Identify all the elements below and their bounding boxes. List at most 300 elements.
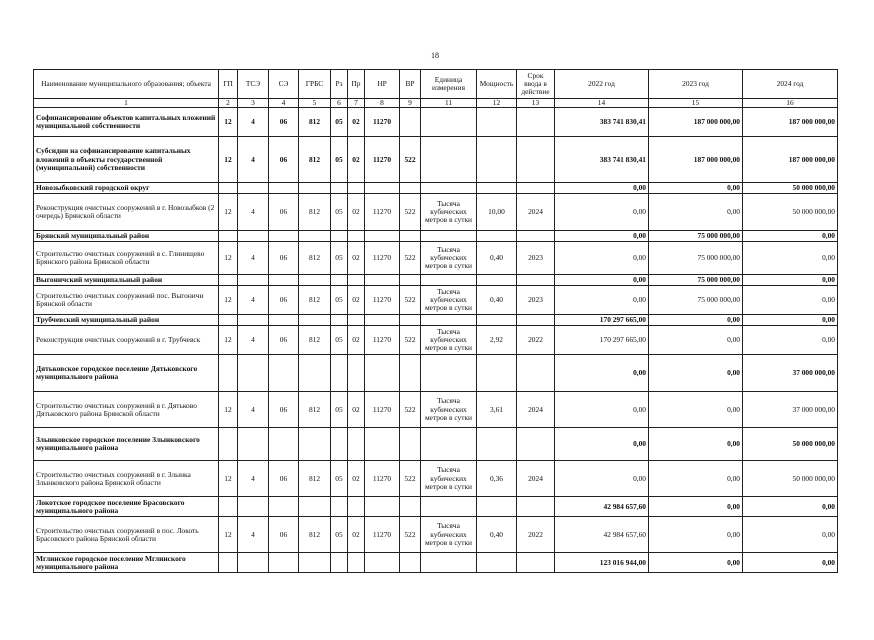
cell-grbs [299, 183, 331, 194]
cell-unit [421, 315, 477, 326]
cell-vr: 522 [400, 194, 421, 231]
cell-2022: 0,00 [555, 231, 649, 242]
cell-pr: 02 [348, 517, 365, 553]
cell-nr [365, 183, 400, 194]
cell-vr [400, 315, 421, 326]
cell-name: Дятьковское городское поселение Дятьковского муниципального района [34, 355, 219, 392]
cell-unit [421, 108, 477, 137]
cell-nr: 11270 [365, 392, 400, 428]
object-row [34, 194, 838, 231]
cell-2024: 50 000 000,00 [743, 183, 838, 194]
cell-pr: 02 [348, 242, 365, 275]
column-number-row [34, 99, 838, 108]
cell-2022: 0,00 [555, 428, 649, 461]
column-number: 16 [743, 99, 838, 108]
cell-rz: 05 [331, 108, 348, 137]
cell-se [269, 553, 299, 573]
cell-unit [421, 275, 477, 286]
cell-2024: 187 000 000,00 [743, 108, 838, 137]
cell-grbs: 812 [299, 194, 331, 231]
cell-tse: 4 [238, 517, 269, 553]
cell-2022: 0,00 [555, 242, 649, 275]
cell-name: Субсидии на софинансирование капитальных вложений в объекты государственной (муниципальной) собственности [34, 137, 219, 183]
cell-power [477, 553, 517, 573]
cell-grbs [299, 497, 331, 517]
cell-2024: 0,00 [743, 275, 838, 286]
cell-gp [219, 183, 238, 194]
municipality-row [34, 355, 838, 392]
cell-deadline [517, 428, 555, 461]
cell-rz: 05 [331, 137, 348, 183]
cell-name: Трубчевский муниципальный район [34, 315, 219, 326]
column-number: 3 [238, 99, 269, 108]
cell-2023: 75 000 000,00 [649, 242, 743, 275]
cell-rz: 05 [331, 242, 348, 275]
cell-2022: 123 016 944,00 [555, 553, 649, 573]
cell-gp [219, 497, 238, 517]
cell-nr: 11270 [365, 461, 400, 497]
cell-2023: 0,00 [649, 392, 743, 428]
cell-nr: 11270 [365, 108, 400, 137]
cell-unit [421, 497, 477, 517]
column-number: 12 [477, 99, 517, 108]
cell-vr: 522 [400, 286, 421, 315]
cell-se [269, 497, 299, 517]
cell-grbs: 812 [299, 137, 331, 183]
cell-deadline: 2023 [517, 242, 555, 275]
cell-vr [400, 497, 421, 517]
cell-2023: 187 000 000,00 [649, 137, 743, 183]
cell-rz [331, 231, 348, 242]
cell-pr [348, 315, 365, 326]
cell-2023: 0,00 [649, 461, 743, 497]
cell-name: Реконструкция очистных сооружений в г. Трубчевск [34, 326, 219, 355]
header-row [34, 70, 838, 99]
cell-vr: 522 [400, 392, 421, 428]
cell-2024: 0,00 [743, 517, 838, 553]
cell-gp: 12 [219, 194, 238, 231]
cell-grbs: 812 [299, 242, 331, 275]
cell-2024: 0,00 [743, 286, 838, 315]
column-number: 8 [365, 99, 400, 108]
cell-grbs: 812 [299, 286, 331, 315]
cell-unit [421, 183, 477, 194]
cell-se [269, 275, 299, 286]
header-gp: ГП [219, 70, 238, 99]
cell-se: 06 [269, 137, 299, 183]
cell-tse: 4 [238, 108, 269, 137]
header-2024: 2024 год [743, 70, 838, 99]
cell-rz: 05 [331, 461, 348, 497]
total-row [34, 108, 838, 137]
cell-grbs: 812 [299, 392, 331, 428]
cell-2022: 42 984 657,60 [555, 517, 649, 553]
cell-power [477, 275, 517, 286]
object-row [34, 517, 838, 553]
cell-deadline [517, 183, 555, 194]
cell-name: Выгоничский муниципальный район [34, 275, 219, 286]
cell-deadline [517, 497, 555, 517]
header-vr: ВР [400, 70, 421, 99]
cell-tse: 4 [238, 461, 269, 497]
cell-tse [238, 231, 269, 242]
column-number: 9 [400, 99, 421, 108]
cell-unit [421, 553, 477, 573]
cell-tse: 4 [238, 242, 269, 275]
cell-2024: 0,00 [743, 497, 838, 517]
cell-se [269, 315, 299, 326]
cell-nr: 11270 [365, 137, 400, 183]
cell-2024: 0,00 [743, 231, 838, 242]
cell-grbs [299, 231, 331, 242]
cell-2024: 50 000 000,00 [743, 428, 838, 461]
cell-tse [238, 315, 269, 326]
cell-rz [331, 553, 348, 573]
cell-se [269, 183, 299, 194]
cell-2022: 0,00 [555, 392, 649, 428]
cell-vr [400, 553, 421, 573]
cell-vr: 522 [400, 137, 421, 183]
cell-grbs [299, 553, 331, 573]
cell-power [477, 315, 517, 326]
cell-se: 06 [269, 392, 299, 428]
cell-rz [331, 315, 348, 326]
cell-name: Реконструкция очистных сооружений в г. Новозыбков (2 очередь) Брянской области [34, 194, 219, 231]
cell-pr [348, 183, 365, 194]
cell-unit: Тысяча кубических метров в сутки [421, 326, 477, 355]
header-grbs: ГРБС [299, 70, 331, 99]
column-number: 14 [555, 99, 649, 108]
cell-pr [348, 428, 365, 461]
cell-power [477, 428, 517, 461]
cell-nr [365, 428, 400, 461]
cell-grbs [299, 428, 331, 461]
cell-pr: 02 [348, 461, 365, 497]
cell-nr: 11270 [365, 194, 400, 231]
cell-unit [421, 355, 477, 392]
cell-name: Строительство очистных сооружений в с. Глинищево Брянского района Брянской области [34, 242, 219, 275]
cell-unit: Тысяча кубических метров в сутки [421, 242, 477, 275]
cell-deadline: 2023 [517, 286, 555, 315]
cell-2022: 0,00 [555, 275, 649, 286]
cell-gp [219, 315, 238, 326]
cell-power [477, 183, 517, 194]
cell-tse: 4 [238, 286, 269, 315]
cell-2024: 0,00 [743, 315, 838, 326]
cell-vr [400, 355, 421, 392]
cell-grbs: 812 [299, 461, 331, 497]
cell-2022: 170 297 665,00 [555, 326, 649, 355]
cell-gp: 12 [219, 137, 238, 183]
cell-2022: 0,00 [555, 355, 649, 392]
cell-2023: 187 000 000,00 [649, 108, 743, 137]
cell-rz [331, 183, 348, 194]
cell-deadline [517, 275, 555, 286]
cell-rz [331, 497, 348, 517]
cell-2024: 37 000 000,00 [743, 355, 838, 392]
cell-pr [348, 275, 365, 286]
cell-2022: 170 297 665,00 [555, 315, 649, 326]
cell-2024: 0,00 [743, 326, 838, 355]
cell-tse: 4 [238, 392, 269, 428]
cell-pr [348, 231, 365, 242]
cell-power: 0,40 [477, 242, 517, 275]
column-number: 5 [299, 99, 331, 108]
municipality-row [34, 231, 838, 242]
cell-rz: 05 [331, 286, 348, 315]
cell-tse [238, 497, 269, 517]
cell-2023: 75 000 000,00 [649, 231, 743, 242]
cell-nr: 11270 [365, 517, 400, 553]
cell-deadline: 2024 [517, 194, 555, 231]
cell-grbs: 812 [299, 326, 331, 355]
cell-name: Софинансирование объектов капитальных вложений муниципальной собственности [34, 108, 219, 137]
cell-tse [238, 553, 269, 573]
object-row [34, 242, 838, 275]
cell-tse: 4 [238, 194, 269, 231]
cell-rz [331, 275, 348, 286]
header-pr: Пр [348, 70, 365, 99]
cell-se: 06 [269, 286, 299, 315]
cell-se: 06 [269, 108, 299, 137]
cell-power [477, 497, 517, 517]
cell-grbs: 812 [299, 517, 331, 553]
cell-nr: 11270 [365, 242, 400, 275]
column-number: 7 [348, 99, 365, 108]
table-body [34, 108, 838, 573]
cell-2022: 383 741 830,41 [555, 108, 649, 137]
cell-name: Строительство очистных сооружений пос. Выгоничи Брянской области [34, 286, 219, 315]
budget-table [33, 69, 838, 573]
cell-2023: 75 000 000,00 [649, 275, 743, 286]
cell-rz: 05 [331, 194, 348, 231]
cell-deadline [517, 315, 555, 326]
cell-unit: Тысяча кубических метров в сутки [421, 461, 477, 497]
cell-name: Строительство очистных сооружений в г. Злынка Злынковского района Брянской области [34, 461, 219, 497]
cell-deadline [517, 553, 555, 573]
cell-unit [421, 137, 477, 183]
cell-gp: 12 [219, 108, 238, 137]
cell-nr: 11270 [365, 286, 400, 315]
total-row [34, 137, 838, 183]
cell-2023: 0,00 [649, 315, 743, 326]
cell-se: 06 [269, 326, 299, 355]
cell-unit: Тысяча кубических метров в сутки [421, 517, 477, 553]
cell-power [477, 108, 517, 137]
column-number: 11 [421, 99, 477, 108]
object-row [34, 392, 838, 428]
cell-name: Строительство очистных сооружений в пос. Локоть Брасовского района Брянской области [34, 517, 219, 553]
cell-power: 0,40 [477, 286, 517, 315]
column-number: 6 [331, 99, 348, 108]
cell-se [269, 355, 299, 392]
cell-pr: 02 [348, 326, 365, 355]
column-number: 13 [517, 99, 555, 108]
cell-2022: 0,00 [555, 286, 649, 315]
cell-2023: 0,00 [649, 517, 743, 553]
header-power: Мощность [477, 70, 517, 99]
municipality-row [34, 553, 838, 573]
cell-pr: 02 [348, 108, 365, 137]
municipality-row [34, 497, 838, 517]
cell-pr [348, 497, 365, 517]
cell-name: Мглинское городское поселение Мглинского муниципального района [34, 553, 219, 573]
cell-se: 06 [269, 194, 299, 231]
municipality-row [34, 315, 838, 326]
object-row [34, 326, 838, 355]
header-2022: 2022 год [555, 70, 649, 99]
cell-2024: 0,00 [743, 553, 838, 573]
cell-tse: 4 [238, 326, 269, 355]
cell-vr [400, 183, 421, 194]
cell-name: Брянский муниципальный район [34, 231, 219, 242]
cell-power [477, 355, 517, 392]
cell-2023: 75 000 000,00 [649, 286, 743, 315]
cell-2023: 0,00 [649, 183, 743, 194]
header-unit: Единица измерения [421, 70, 477, 99]
cell-tse [238, 183, 269, 194]
cell-deadline: 2022 [517, 517, 555, 553]
cell-rz: 05 [331, 326, 348, 355]
cell-gp [219, 428, 238, 461]
cell-2023: 0,00 [649, 497, 743, 517]
cell-deadline: 2024 [517, 392, 555, 428]
cell-grbs [299, 355, 331, 392]
cell-nr: 11270 [365, 326, 400, 355]
cell-vr [400, 231, 421, 242]
cell-power: 2,92 [477, 326, 517, 355]
cell-se: 06 [269, 242, 299, 275]
cell-power [477, 231, 517, 242]
cell-name: Локотское городское поселение Брасовского муниципального района [34, 497, 219, 517]
cell-2022: 0,00 [555, 461, 649, 497]
cell-power: 10,00 [477, 194, 517, 231]
cell-power [477, 137, 517, 183]
cell-deadline [517, 108, 555, 137]
cell-2024: 50 000 000,00 [743, 194, 838, 231]
cell-pr [348, 355, 365, 392]
cell-pr: 02 [348, 286, 365, 315]
cell-se [269, 428, 299, 461]
cell-power: 3,61 [477, 392, 517, 428]
cell-pr [348, 553, 365, 573]
cell-power: 0,36 [477, 461, 517, 497]
column-number: 15 [649, 99, 743, 108]
cell-tse [238, 428, 269, 461]
cell-se: 06 [269, 461, 299, 497]
column-number: 1 [34, 99, 219, 108]
cell-pr: 02 [348, 137, 365, 183]
cell-deadline: 2024 [517, 461, 555, 497]
municipality-row [34, 428, 838, 461]
cell-2023: 0,00 [649, 194, 743, 231]
cell-se [269, 231, 299, 242]
cell-nr [365, 275, 400, 286]
cell-2024: 50 000 000,00 [743, 461, 838, 497]
header-tse: ТСЭ [238, 70, 269, 99]
cell-unit: Тысяча кубических метров в сутки [421, 392, 477, 428]
cell-gp: 12 [219, 286, 238, 315]
cell-2022: 42 984 657,60 [555, 497, 649, 517]
cell-2022: 0,00 [555, 183, 649, 194]
cell-gp [219, 355, 238, 392]
cell-name: Новозыбковский городской округ [34, 183, 219, 194]
cell-unit [421, 231, 477, 242]
cell-tse [238, 355, 269, 392]
cell-tse [238, 275, 269, 286]
cell-vr: 522 [400, 517, 421, 553]
cell-deadline [517, 137, 555, 183]
header-2023: 2023 год [649, 70, 743, 99]
cell-2024: 187 000 000,00 [743, 137, 838, 183]
cell-2023: 0,00 [649, 553, 743, 573]
header-rz: Рз [331, 70, 348, 99]
column-number: 4 [269, 99, 299, 108]
cell-deadline [517, 355, 555, 392]
cell-2023: 0,00 [649, 355, 743, 392]
header-se: СЭ [269, 70, 299, 99]
cell-gp: 12 [219, 517, 238, 553]
cell-unit [421, 428, 477, 461]
cell-tse: 4 [238, 137, 269, 183]
cell-gp [219, 553, 238, 573]
cell-rz: 05 [331, 517, 348, 553]
cell-se: 06 [269, 517, 299, 553]
object-row [34, 461, 838, 497]
cell-vr [400, 428, 421, 461]
cell-2022: 0,00 [555, 194, 649, 231]
cell-deadline [517, 231, 555, 242]
cell-2023: 0,00 [649, 428, 743, 461]
cell-gp [219, 231, 238, 242]
cell-2024: 0,00 [743, 242, 838, 275]
header-nr: НР [365, 70, 400, 99]
cell-grbs [299, 275, 331, 286]
header-deadline: Срок ввода в действие [517, 70, 555, 99]
cell-grbs [299, 315, 331, 326]
cell-2023: 0,00 [649, 326, 743, 355]
cell-nr [365, 355, 400, 392]
cell-vr: 522 [400, 242, 421, 275]
cell-gp: 12 [219, 461, 238, 497]
cell-gp: 12 [219, 392, 238, 428]
cell-deadline: 2022 [517, 326, 555, 355]
cell-nr [365, 497, 400, 517]
cell-vr: 522 [400, 461, 421, 497]
cell-nr [365, 231, 400, 242]
cell-rz [331, 355, 348, 392]
page-number: 18 [431, 51, 439, 60]
column-number: 2 [219, 99, 238, 108]
cell-rz [331, 428, 348, 461]
cell-nr [365, 553, 400, 573]
cell-pr: 02 [348, 392, 365, 428]
cell-gp [219, 275, 238, 286]
cell-2022: 383 741 830,41 [555, 137, 649, 183]
cell-pr: 02 [348, 194, 365, 231]
object-row [34, 286, 838, 315]
cell-power: 0,40 [477, 517, 517, 553]
cell-vr [400, 275, 421, 286]
cell-name: Злынковское городское поселение Злынковского муниципального района [34, 428, 219, 461]
municipality-row [34, 183, 838, 194]
cell-grbs: 812 [299, 108, 331, 137]
cell-rz: 05 [331, 392, 348, 428]
cell-gp: 12 [219, 242, 238, 275]
cell-nr [365, 315, 400, 326]
municipality-row [34, 275, 838, 286]
cell-vr: 522 [400, 326, 421, 355]
